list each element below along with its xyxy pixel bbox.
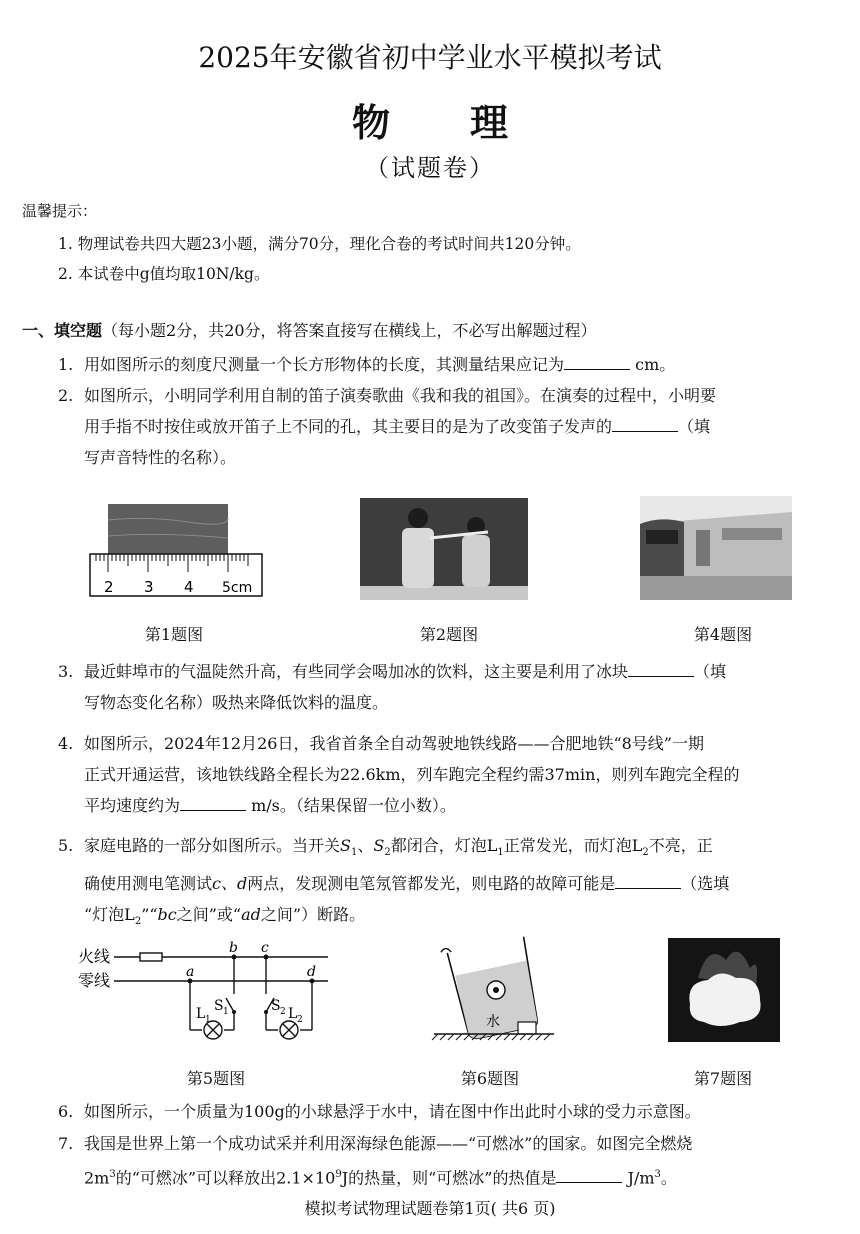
answer-blank[interactable] [556,1166,622,1183]
subtitle: （试题卷） [365,154,495,182]
q-number: 7. [58,1134,74,1153]
q-text: J/m [627,1168,655,1188]
label-l1: L [196,1006,206,1022]
question-6 [58,1096,844,1127]
q-text: ”“ [141,905,158,925]
question-1 [58,349,844,380]
caption-fig-1: 第1题图 [144,625,204,644]
q-text: “灯泡L [84,905,135,925]
symbol-cd: c、d [212,874,248,894]
section-heading [22,318,597,341]
question-2 [58,380,844,473]
q-text: cm。 [630,355,676,374]
door [696,530,710,566]
label-s2: S [271,998,281,1014]
platform [640,576,792,600]
answer-blank[interactable] [564,353,630,370]
point-c: c [261,940,269,956]
q-text: 我国是世界上第一个成功试采并利用深海绿色能源——“可燃冰”的国家。如图完全燃烧 [84,1134,693,1153]
question-5 [58,830,844,937]
subscript: 2 [642,847,649,859]
q-number: 3. [58,662,74,681]
q-number: 4. [58,734,74,753]
label-l2: L [288,1006,298,1022]
tips-heading: 温馨提示： [22,202,98,220]
answer-blank[interactable] [180,794,246,811]
q-text: 2m [84,1168,110,1188]
symbol-bc: bc [157,905,177,925]
floor [360,586,528,600]
q-text: m/s。（结果保留一位小数）。 [246,796,456,815]
answer-blank[interactable] [615,872,681,889]
q-text: 不亮，正 [648,836,713,855]
q-text: 用如图所示的刻度尺测量一个长方形物体的长度，其测量结果应记为 [84,355,565,374]
caption-fig-2: 第2题图 [419,625,479,644]
q-text: 都闭合，灯泡 [390,836,487,855]
q-number: 2. [58,386,74,405]
caption-fig-6: 第6题图 [460,1069,520,1088]
q-text: 写声音特性的名称）。 [84,448,237,467]
q-text: 用手指不时按住或放开笛子上不同的孔，其主要目的是为了改变笛子发声的 [84,417,613,436]
ball-center [493,987,499,993]
answer-blank[interactable] [628,660,694,677]
question-3 [58,656,844,718]
q-text: 正式开通运营，该地铁线路全程长为22.6km，列车跑完全程约需37min，则列车跑完全程的 [84,765,740,784]
question-4 [58,728,844,821]
subscript: 2 [384,847,391,859]
tick-label-2: 2 [104,578,114,596]
q-number: 6. [58,1102,74,1121]
person-left-body [402,528,434,588]
rectangular-object [108,504,228,554]
q-text: 如图所示，小明同学利用自制的笛子演奏歌曲《我和我的祖国》。在演奏的过程中，小明要 [84,386,717,405]
q-text: 家庭电路的一部分如图所示。当开关 [84,836,341,855]
superscript: 3 [654,1169,661,1180]
caption-fig-5: 第5题图 [186,1069,246,1088]
person-left-head [408,508,428,528]
label-s2-sub: 2 [280,1007,286,1017]
neutral-wire-label: 零线 [78,971,111,990]
q-text: 如图所示，2024年12月26日，我省首条全自动驾驶地铁线路——合肥地铁“8号线”一期 [84,734,704,753]
q-text: 的“可燃冰”可以释放出2.1×10 [115,1168,336,1188]
figure-1-ruler [88,492,264,604]
symbol-s1: S [340,836,351,855]
q-text: （填 [694,662,727,681]
tip-2: 2. 本试卷中g值均取10N/kg。 [58,265,270,283]
superscript: 3 [109,1169,116,1180]
q-number: 5. [58,836,74,855]
question-7 [58,1128,844,1193]
symbol-l2: L [631,836,643,855]
point-b: b [229,940,238,956]
q-number: 1. [58,355,74,374]
q-text: 之间”或“ [176,905,242,925]
figure-7-photo [668,938,780,1042]
label-s1: S [214,998,224,1014]
subject-title: 物理 [351,100,588,145]
figure-4-photo [640,496,792,600]
figure-6-beaker [430,930,558,1044]
tick-label-5cm: 5cm [222,580,253,596]
point-d: d [307,964,316,980]
point-a: a [186,964,195,980]
windows [722,528,782,540]
symbol-s2: S [373,836,385,855]
subscript: 2 [134,916,142,928]
label-s1-sub: 1 [223,1007,229,1017]
q-text: 两点，发现测电笔氖管都发光，则电路的故障可能是 [247,874,616,894]
subscript: 1 [350,847,358,859]
figure-5-circuit [78,938,340,1050]
q-text: J的热量，则“可燃冰”的热值是 [341,1168,557,1188]
section-note: （每小题2分，共20分，将答案直接写在横线上，不必写出解题过程） [102,321,597,340]
q-text: 写物态变化名称）吸热来降低饮料的温度。 [84,693,389,712]
water-label: 水 [486,1014,500,1030]
person-right-body [462,535,490,587]
tick-label-4: 4 [184,578,194,596]
tip-1: 1. 物理试卷共四大题23小题，满分70分，理化合卷的考试时间共120分钟。 [58,235,581,253]
q-text: 最近蚌埠市的气温陡然升高，有些同学会喝加冰的饮料，这主要是利用了冰块 [84,662,629,681]
q-text: （填 [678,417,711,436]
page-footer: 模拟考试物理试题卷第1页( 共6 页) [304,1199,556,1218]
q-text: （选填 [681,874,730,894]
train-front [640,519,684,576]
exam-title: 2025年安徽省初中学业水平模拟考试 [198,41,662,74]
label-l2-sub: 2 [297,1015,303,1025]
answer-blank[interactable] [612,415,678,432]
q-text: 、 [357,836,374,855]
superscript: 9 [335,1169,342,1180]
symbol-ad: ad [241,905,261,925]
wedge-block [518,1022,536,1034]
live-wire-label: 火线 [78,947,111,966]
label-l1-sub: 1 [205,1015,211,1025]
symbol-l1: L [486,836,498,855]
windshield [646,530,678,544]
caption-fig-7: 第7题图 [693,1069,753,1088]
q-text: 平均速度约为 [84,796,181,815]
caption-fig-4: 第4题图 [693,625,753,644]
q-text: 如图所示，一个质量为100g的小球悬浮于水中，请在图中作出此时小球的受力示意图。 [84,1102,701,1121]
section-label: 一、填空题 [22,321,103,340]
subscript: 1 [497,847,504,859]
q-text: 之间”）断路。 [260,905,366,925]
q-text: 确使用测电笔测试 [84,874,213,894]
lamps [204,1021,298,1039]
tick-label-3: 3 [144,578,154,596]
blackboard [360,498,528,600]
figure-2-photo [360,498,528,600]
q-text: 。 [660,1168,677,1188]
q-text: 正常发光，而灯泡 [503,836,632,855]
